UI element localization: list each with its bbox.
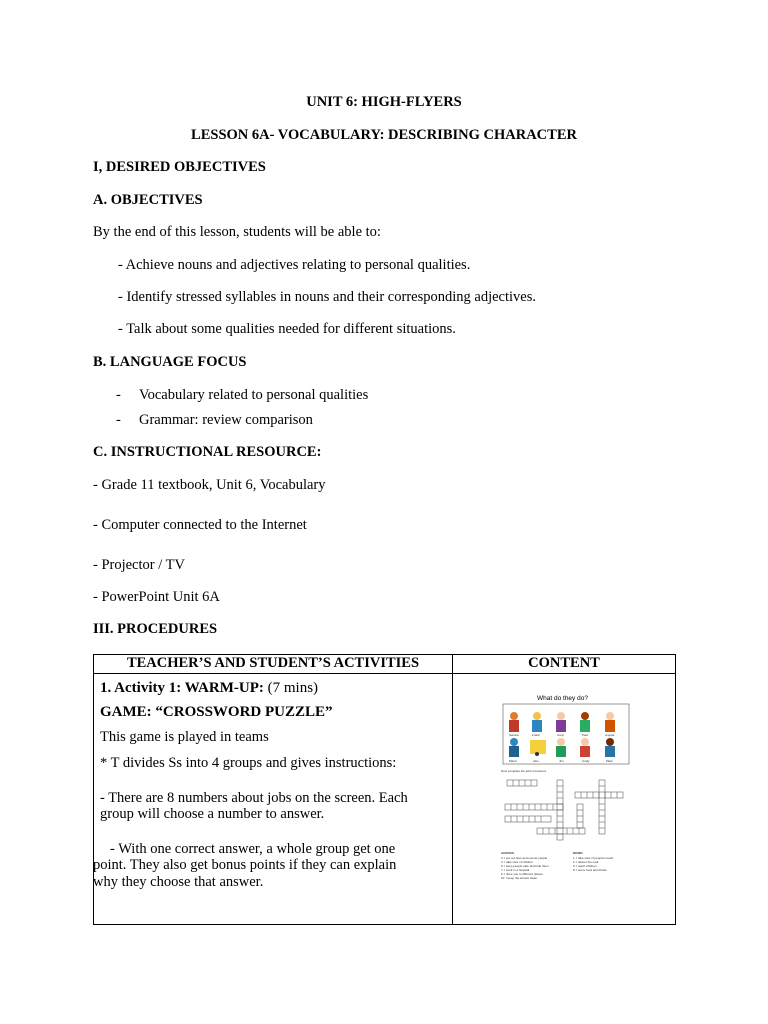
figure-name: Mark <box>606 759 613 763</box>
figure-name: Frank <box>532 733 540 737</box>
col-header-content: CONTENT <box>453 655 676 674</box>
figure-name: Alex <box>533 759 539 763</box>
content-cell <box>453 674 676 925</box>
activity-line: point. They also get bonus points if they can explain <box>93 857 397 873</box>
down-clue: 2. I deliver the mail. <box>573 860 600 864</box>
across-clue: 4. I take care of children. <box>501 860 534 864</box>
puzzle-heading: What do they do? <box>537 695 588 702</box>
resource-item: - PowerPoint Unit 6A <box>93 589 220 605</box>
across-clue: 6. I keep people safe and help them. <box>501 864 550 868</box>
across-clue: 7. I work in a hospital. <box>501 868 531 872</box>
down-clue: 8. I serve food and drinks. <box>573 868 608 872</box>
figure-name: Maria <box>509 759 517 763</box>
figure-name: Cindy <box>582 759 590 763</box>
activity-line: - There are 8 numbers about jobs on the screen. Each <box>100 790 408 806</box>
across-clue: 10. I keep the streets clean. <box>501 876 538 880</box>
across-clue: 9. I drive you to different places. <box>501 872 544 876</box>
activities-cell <box>94 674 453 925</box>
figure-name: Paul <box>582 733 589 737</box>
unit-title: UNIT 6: HIGH-FLYERS <box>306 94 462 110</box>
down-clue: 5. I teach children. <box>573 864 598 868</box>
across-clue: 3. I put out fires and rescue people. <box>501 856 549 860</box>
puzzle-subtitle: Now complete the jobs crossword. <box>501 769 547 773</box>
objectives-intro: By the end of this lesson, students will be able to: <box>93 224 381 240</box>
game-title: GAME: “CROSSWORD PUZZLE” <box>100 704 333 720</box>
bullet-dash: - <box>116 412 121 428</box>
section-resources-heading: C. INSTRUCTIONAL RESOURCE: <box>93 444 322 460</box>
objective-item: - Identify stressed syllables in nouns and their corresponding adjectives. <box>118 289 536 305</box>
objective-item: - Achieve nouns and adjectives relating to personal qualities. <box>118 257 471 273</box>
activity-line: why they choose that answer. <box>93 874 264 890</box>
lesson-title: LESSON 6A- VOCABULARY: DESCRIBING CHARACTER <box>191 127 577 143</box>
down-clue: 1. I take care of people's teeth. <box>573 856 614 860</box>
down-label: DOWN <box>573 851 583 855</box>
col-header-activities: TEACHER’S AND STUDENT’S ACTIVITIES <box>94 655 453 674</box>
figure-name: Caryl <box>557 733 565 737</box>
crossword-worksheet-image <box>497 684 647 904</box>
resource-item: - Computer connected to the Internet <box>93 517 307 533</box>
language-focus-item: Grammar: review comparison <box>139 412 313 428</box>
bullet-dash: - <box>116 387 121 403</box>
figure-name: Angela <box>605 733 615 737</box>
figure-name: Jim <box>559 759 564 763</box>
across-label: ACROSS <box>501 851 514 855</box>
activity-line: group will choose a number to answer. <box>100 806 325 822</box>
section-objectives-heading: A. OBJECTIVES <box>93 192 203 208</box>
language-focus-item: Vocabulary related to personal qualities <box>139 387 369 403</box>
activity-line: This game is played in teams <box>100 729 269 745</box>
activity-time: (7 mins) <box>267 680 319 696</box>
activity-line: - With one correct answer, a whole group get one <box>110 841 396 857</box>
section-procedures-heading: III. PROCEDURES <box>93 621 218 637</box>
procedures-table <box>93 654 676 925</box>
objective-item: - Talk about some qualities needed for different situations. <box>118 321 456 337</box>
section-desired-objectives: I, DESIRED OBJECTIVES <box>93 159 266 175</box>
section-language-focus-heading: B. LANGUAGE FOCUS <box>93 354 247 370</box>
resource-item: - Grade 11 textbook, Unit 6, Vocabulary <box>93 477 326 493</box>
activity-line: * T divides Ss into 4 groups and gives instructions: <box>100 755 397 771</box>
activity-title: 1. Activity 1: WARM-UP: <box>100 680 264 696</box>
figure-name: Sandra <box>509 733 519 737</box>
resource-item: - Projector / TV <box>93 557 185 573</box>
